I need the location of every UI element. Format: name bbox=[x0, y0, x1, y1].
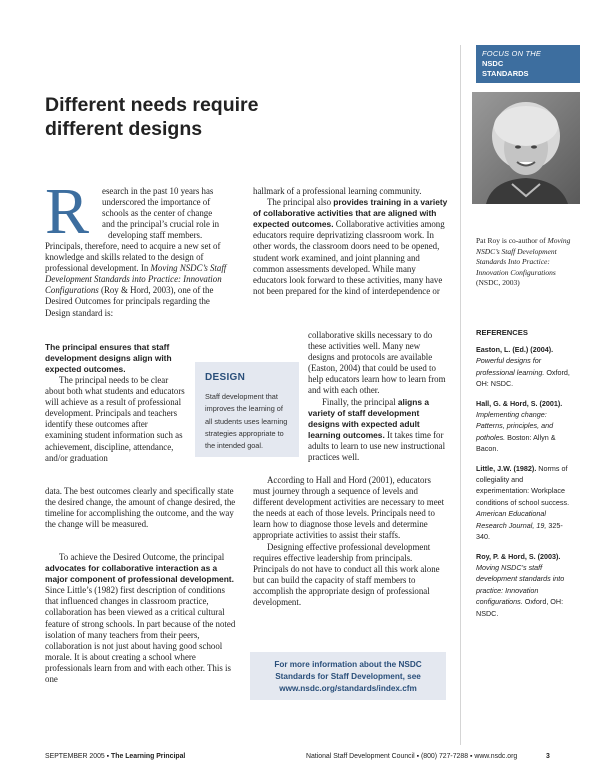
drop-cap: R bbox=[45, 175, 90, 248]
references-heading: REFERENCES bbox=[476, 328, 528, 337]
body-text: To achieve the Desired Outcome, the principal bbox=[59, 552, 225, 562]
col1-para2: The principal needs to be clear about both what students and educators will achieve as a result of professional development. Principals and teachers identify these outcomes after examining student information such as achievement, discipline, attendance, and/or graduation bbox=[45, 375, 185, 463]
footer-right: National Staff Development Council ▪ (800) 727-7288 ▪ www.nsdc.org bbox=[306, 753, 518, 760]
lead-line: developing staff members. bbox=[108, 230, 203, 241]
lead-line: underscored the importance of bbox=[102, 197, 211, 208]
body-text: Principals, therefore, need to acquire a new set of knowledge and skills related to the design of professional development. In bbox=[45, 241, 221, 274]
focus-banner bbox=[476, 45, 580, 83]
photo-caption bbox=[476, 236, 576, 289]
reference-item: Roy, P. & Hord, S. (2003). Moving NSDC’s staff development standards into practice: Innovation configurations. Oxford, OH: NSDC. bbox=[476, 551, 565, 618]
caption-book-title: Moving NSDC’s Staff Development Standards Into Practice: Innovation Configurations bbox=[476, 236, 571, 277]
col1-lead bbox=[102, 186, 237, 241]
title-line-1: Different needs require bbox=[45, 94, 259, 116]
body-text: Finally, the principal bbox=[322, 396, 398, 407]
reference-item: Hall, G. & Hord, S. (2001). Implementing change: Patterns, principles, and potholes. Boston: Allyn & Bacon. bbox=[476, 398, 563, 454]
body-text: Since Little’s (1982) first description of conditions that influenced changes in classroom practice, collaboration has been viewed as a critical cultural feature of strong schools. In part because of the noted isolation of many teachers from their peers, collaboration is not just about having good school morale. It is about creating a school where professionals learn from and with each other. This is one bbox=[45, 585, 236, 685]
caption-text-end: (NSDC, 2003) bbox=[476, 278, 520, 287]
lead-line: schools as the center of change bbox=[102, 208, 213, 219]
title-line-2: different designs bbox=[45, 118, 203, 140]
design-standard-box bbox=[195, 362, 299, 457]
body-text: (Roy & Hord, 2003), one of the Desired Outcomes for principals regarding the Design standard is: bbox=[45, 285, 214, 318]
col1-para4 bbox=[45, 552, 237, 685]
reference-item: Little, J.W. (1982). Norms of collegiality and experimentation: Workplace conditions of school success. American Educational Research Journal, 19, 325-340. bbox=[476, 463, 570, 542]
col2-top bbox=[253, 186, 448, 297]
banner-line1: NSDC bbox=[482, 59, 504, 68]
design-heading: DESIGN bbox=[205, 372, 246, 383]
caption-text: Pat Roy is co-author of bbox=[476, 236, 548, 245]
footer-publication: The Learning Principal bbox=[111, 753, 186, 760]
info-line: Standards for Staff Development, see bbox=[275, 672, 421, 681]
bold-text: aligns a variety of staff development designs with expected adult learning outcomes. bbox=[308, 396, 430, 440]
lead-line: esearch in the past 10 years has bbox=[102, 186, 214, 196]
references-list bbox=[476, 344, 576, 627]
info-link[interactable]: www.nsdc.org/standards/index.cfm bbox=[279, 684, 417, 693]
body-text: Collaborative activities among educators require deprivatizing classroom work. In other words, the classroom doors need to be opened, student work examined, and joint planning and common assessments developed. While many educators look forward to these activities, many have not been prepared for the kind of interdependence or bbox=[253, 219, 445, 296]
desired-outcome-statement: The principal ensures that staff development designs align with expected outcomes. bbox=[45, 342, 172, 375]
design-text: Staff development that improves the learning of all students uses learning strategies appropriate to the intended goal. bbox=[205, 392, 288, 451]
col1-para1 bbox=[45, 241, 237, 319]
banner-line2: STANDARDS bbox=[482, 69, 529, 78]
body-text: The principal also bbox=[267, 197, 334, 208]
col1-para3: data. The best outcomes clearly and specifically state the desired change, the amount of change desired, the timeline for accomplishing the outcome, and the way the change will be measured. bbox=[45, 486, 236, 530]
info-line: For more information about the NSDC bbox=[274, 660, 422, 669]
body-text: Designing effective professional development requires effective leadership from principals. Principals do not have to conduct all this work alone but can build the capacity of staff members to accomplish the appropriate design of professional development. bbox=[253, 541, 440, 608]
banner-kicker: FOCUS ON THE bbox=[482, 49, 542, 58]
reference-item: Easton, L. (Ed.) (2004). Powerful designs for professional learning. Oxford, OH: NSDC. bbox=[476, 345, 570, 389]
sidebar-divider bbox=[460, 45, 461, 745]
body-text: It takes time for adults to learn to use new instructional practices well. bbox=[308, 429, 446, 463]
more-info-box bbox=[250, 652, 446, 700]
author-photo bbox=[472, 92, 580, 204]
bold-text: advocates for collaborative interaction as a major component of professional development. bbox=[45, 563, 234, 585]
footer-left: SEPTEMBER 2005 ▪ The Learning Principal bbox=[45, 753, 186, 760]
col2-wrap bbox=[308, 330, 448, 463]
article-title bbox=[45, 93, 305, 141]
page-number: 3 bbox=[546, 753, 550, 760]
footer-date: SEPTEMBER 2005 bbox=[45, 753, 105, 760]
body-text: hallmark of a professional learning community. bbox=[253, 186, 422, 196]
body-text: collaborative skills necessary to do these activities well. Many new designs and protocols are available (Easton, 2004) that could be used to help educators learn how to learn from and with each other. bbox=[308, 330, 446, 396]
book-title: Moving NSDC’s Staff Development Standards into Practice: Innovation Configurations bbox=[45, 263, 227, 296]
footer-web: www.nsdc.org bbox=[474, 753, 518, 760]
body-text: According to Hall and Hord (2001), educators must journey through a sequence of levels and different development activities are necessary to meet the needs at each of those levels. Principals need to learn how to diagnose those levels and determine appropriate activities to assist their staffs. bbox=[253, 475, 445, 541]
lead-line: and the principal’s crucial role in bbox=[102, 219, 220, 230]
footer-org: National Staff Development Council bbox=[306, 753, 415, 760]
col2-bottom bbox=[253, 475, 448, 608]
bold-text: provides training in a variety of collaborative activities that are aligned with expected outcomes. bbox=[253, 197, 448, 230]
footer-phone: (800) 727-7288 bbox=[420, 753, 469, 760]
